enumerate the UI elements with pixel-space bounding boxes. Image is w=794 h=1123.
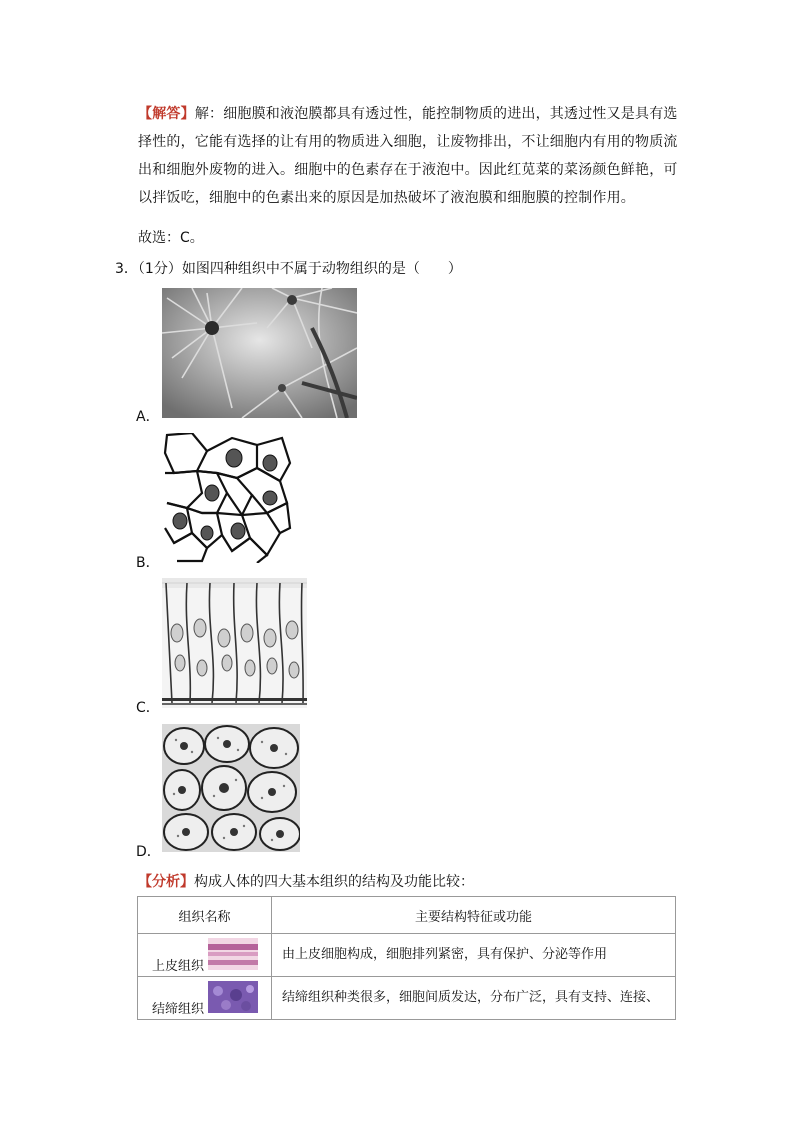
connective-tissue-thumbnail [208,981,258,1013]
option-d-label: D． [136,844,161,860]
gland-tissue-image [162,724,300,852]
question-text: 3．（1分）如图四种组织中不属于动物组织的是（ ） [115,261,462,277]
tissue-name: 上皮组织 [152,959,205,974]
option-a-image [162,288,357,418]
option-a-label: A． [136,409,160,425]
answer-text: 解：细胞膜和液泡膜都具有透过性，能控制物质的进出，其透过性又是具有选择性的，它能有选择的让有用的物质进入细胞，让废物排出，不让细胞内有用的物质流出和细胞外废物的进入。细胞中的色素存在于液泡中。因此红苋菜的菜汤颜色鲜艳，可以拌饭吃，细胞中的色素出来的原因是加热破坏了液泡膜和细胞膜的控制作用。 [138,106,678,206]
option-b-image [162,433,292,563]
tissue-name: 结缔组织 [152,1002,205,1017]
nerve-tissue-image [162,288,357,418]
analysis-line [138,872,474,892]
columnar-epithelium-image [162,578,307,708]
epithelium-thumbnail [208,938,258,970]
plant-cells-image [162,433,292,563]
answer-paragraph [138,100,683,212]
answer-choice: 故选：C。 [138,230,204,246]
option-b-label: B． [136,555,160,571]
table-row [138,977,676,1020]
analysis-tag: 【分析】 [138,874,194,890]
analysis-text: 构成人体的四大基本组织的结构及功能比较： [194,874,474,890]
option-c-image [162,578,307,708]
table-header-row [138,897,676,934]
table-cell-name [138,934,272,977]
table-cell-name [138,977,272,1020]
option-d-image [162,724,300,852]
table-cell-desc: 由上皮细胞构成，细胞排列紧密，具有保护、分泌等作用 [272,934,676,977]
tissue-comparison-table [137,896,676,1020]
answer-tag: 【解答】 [138,106,195,122]
table-header-cell: 主要结构特征或功能 [272,897,676,934]
option-c-label: C． [136,700,160,716]
table-row [138,934,676,977]
table-cell-desc: 结缔组织种类很多，细胞间质发达，分布广泛，具有支持、连接、 [272,977,676,1020]
table-header-cell: 组织名称 [138,897,272,934]
